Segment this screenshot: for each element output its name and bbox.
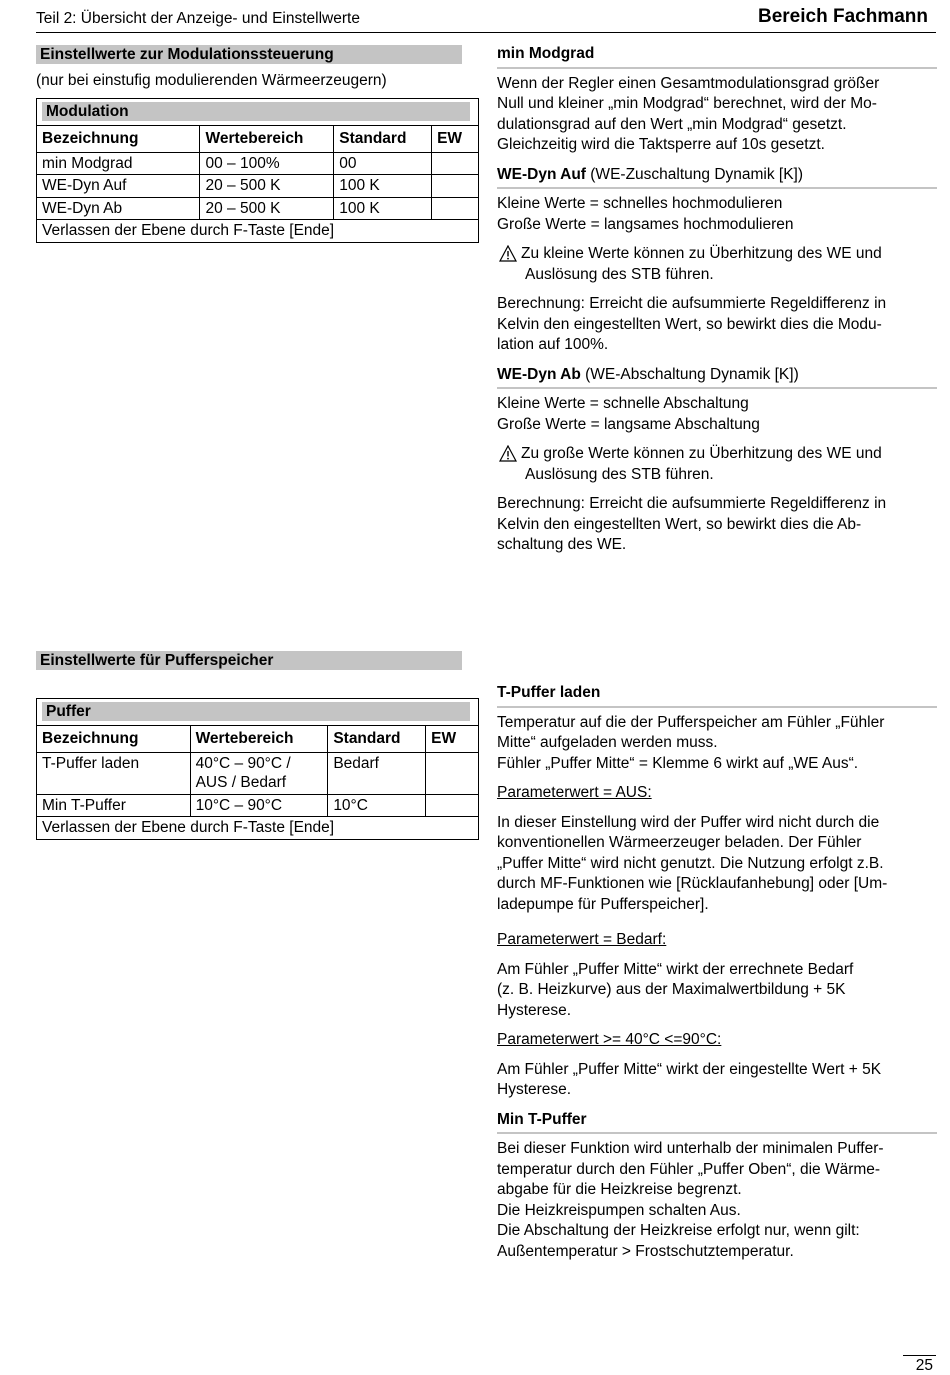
text-line: Null und kleiner „min Modgrad“ berechnet, wird der Mo- (497, 95, 877, 112)
text-line: „Puffer Mitte“ wird nicht genutzt. Die Nutzung erfolgt z.B. (497, 854, 884, 872)
modulation-table-caption: Modulation (42, 102, 470, 121)
column-header: Bezeichnung (37, 726, 191, 753)
param-range-text (497, 1060, 937, 1101)
we-dyn-ab-heading (497, 365, 937, 390)
cell-ew (432, 197, 479, 220)
cell-default: 10°C (328, 794, 426, 817)
we-dyn-ab-text (497, 394, 937, 435)
heading-bold: WE-Dyn Auf (497, 165, 586, 183)
page-header-section: Bereich Fachmann (758, 6, 928, 27)
text-line: In dieser Einstellung wird der Puffer wird nicht durch die (497, 813, 880, 831)
text-line: Temperatur auf die der Pufferspeicher am Fühler „Fühler (497, 713, 885, 731)
text-line: Auslösung des STB führen. (525, 465, 714, 483)
text-line: Zu kleine Werte können zu Überhitzung des WE und (521, 245, 882, 262)
modulation-subtitle: (nur bei einstufig modulierenden Wärmeerzeugern) (36, 72, 387, 89)
t-puffer-text (497, 713, 937, 775)
table-footer-note: Verlassen der Ebene durch F-Taste [Ende] (37, 220, 479, 243)
text-line: durch MF-Funktionen wie [Rücklaufanhebung] oder [Um- (497, 875, 888, 892)
text-line: temperatur durch den Fühler „Puffer Oben“, die Wärme- (497, 1160, 881, 1178)
text-line: Am Fühler „Puffer Mitte“ wirkt der eingestellte Wert + 5K (497, 1060, 882, 1078)
column-header: Bezeichnung (37, 126, 200, 153)
column-header: EW (432, 126, 479, 153)
text-line: Auslösung des STB führen. (525, 265, 714, 283)
text-line: Kelvin den eingestellten Wert, so bewirkt dies die Modu- (497, 315, 882, 333)
cell-name: WE-Dyn Auf (37, 175, 200, 198)
we-dyn-auf-calc (497, 294, 937, 356)
column-header: Wertebereich (190, 726, 328, 753)
warning-triangle-icon (499, 245, 517, 262)
param-range-label: Parameterwert >= 40°C <=90°C: (497, 1031, 722, 1048)
table-row (37, 152, 479, 175)
text-line: Kleine Werte = schnelle Abschaltung (497, 395, 749, 412)
modulation-section-title: Einstellwerte zur Modulationssteuerung (36, 45, 462, 64)
table-footer-row (37, 220, 479, 243)
heading-suffix: (WE-Zuschaltung Dynamik [K]) (585, 165, 804, 183)
table-footer-row (37, 817, 479, 840)
cell-range: 20 – 500 K (200, 197, 334, 220)
right-column-puffer (497, 683, 937, 1262)
cell-name: T-Puffer laden (37, 752, 191, 794)
footer-divider (903, 1355, 936, 1356)
text-line: Zu große Werte können zu Überhitzung des WE und (521, 445, 882, 462)
text-line: ladepumpe für Pufferspeicher]. (497, 895, 709, 913)
text-line: Große Werte = langsame Abschaltung (497, 415, 760, 433)
we-dyn-auf-warning (497, 244, 937, 285)
cell-range (190, 752, 328, 794)
cell-range-line: 40°C – 90°C / (195, 754, 291, 772)
page-header-chapter: Teil 2: Übersicht der Anzeige- und Einstellwerte (36, 10, 360, 27)
text-line: Die Heizkreispumpen schalten Aus. (497, 1201, 741, 1219)
column-header: EW (426, 726, 479, 753)
table-header-row (37, 726, 479, 753)
we-dyn-ab-calc (497, 494, 937, 556)
text-line: Bei dieser Funktion wird unterhalb der minimalen Puffer- (497, 1140, 884, 1157)
text-line: Mitte“ aufgeladen werden muss. (497, 734, 718, 751)
cell-ew (426, 794, 479, 817)
text-line: Am Fühler „Puffer Mitte“ wirkt der errechnete Bedarf (497, 960, 854, 978)
cell-default: 00 (334, 152, 432, 175)
text-line: Gleichzeitig wird die Taktsperre auf 10s gesetzt. (497, 136, 825, 153)
text-line: lation auf 100%. (497, 336, 609, 353)
cell-ew (432, 175, 479, 198)
heading-bold: WE-Dyn Ab (497, 365, 581, 383)
table-row (37, 794, 479, 817)
right-column-modulation (497, 44, 937, 556)
param-aus-label: Parameterwert = AUS: (497, 784, 652, 801)
text-line: Kleine Werte = schnelles hochmodulieren (497, 195, 783, 212)
text-line: Hysterese. (497, 1001, 572, 1019)
cell-ew (432, 152, 479, 175)
text-line: (z. B. Heizkurve) aus der Maximalwertbildung + 5K (497, 981, 846, 998)
min-modgrad-text (497, 74, 937, 156)
min-t-puffer-heading: Min T-Puffer (497, 1110, 937, 1135)
text-line: Außentemperatur > Frostschutztemperatur. (497, 1242, 794, 1260)
heading-suffix: (WE-Abschaltung Dynamik [K]) (580, 365, 799, 383)
puffer-section-title: Einstellwerte für Pufferspeicher (36, 651, 462, 670)
warning-triangle-icon (499, 445, 517, 462)
text-line: Kelvin den eingestellten Wert, so bewirkt dies die Ab- (497, 515, 862, 533)
column-header: Standard (328, 726, 426, 753)
text-line: Große Werte = langsames hochmodulieren (497, 215, 794, 233)
text-line: Berechnung: Erreicht die aufsummierte Regeldifferenz in (497, 495, 887, 512)
puffer-table-caption: Puffer (42, 702, 470, 721)
we-dyn-auf-heading (497, 165, 937, 190)
cell-name: min Modgrad (37, 152, 200, 175)
cell-name: Min T-Puffer (37, 794, 191, 817)
param-aus-text (497, 813, 937, 916)
text-line: konventionellen Wärmeerzeuger beladen. Der Fühler (497, 834, 862, 851)
text-line: Fühler „Puffer Mitte“ = Klemme 6 wirkt auf „WE Aus“. (497, 754, 859, 772)
text-line: Berechnung: Erreicht die aufsummierte Regeldifferenz in (497, 295, 887, 312)
cell-range: 20 – 500 K (200, 175, 334, 198)
cell-default: 100 K (334, 175, 432, 198)
header-divider (36, 32, 936, 33)
text-line: Hysterese. (497, 1081, 572, 1098)
table-header-row (37, 126, 479, 153)
cell-range: 10°C – 90°C (190, 794, 328, 817)
modulation-section (36, 45, 480, 243)
puffer-section (36, 651, 480, 840)
min-t-puffer-text (497, 1139, 937, 1262)
min-modgrad-heading: min Modgrad (497, 44, 937, 69)
text-line: Die Abschaltung der Heizkreise erfolgt nur, wenn gilt: (497, 1222, 860, 1239)
text-line: schaltung des WE. (497, 536, 627, 553)
cell-ew (426, 752, 479, 794)
puffer-table (36, 698, 479, 840)
param-bedarf-text (497, 960, 937, 1022)
cell-range-line: AUS / Bedarf (195, 774, 287, 791)
text-line: abgabe für die Heizkreise begrenzt. (497, 1181, 742, 1198)
modulation-table (36, 98, 479, 243)
we-dyn-ab-warning (497, 444, 937, 485)
cell-name: WE-Dyn Ab (37, 197, 200, 220)
cell-default: 100 K (334, 197, 432, 220)
t-puffer-heading: T-Puffer laden (497, 683, 937, 708)
page-number: 25 (915, 1357, 933, 1374)
text-line: dulationsgrad auf den Wert „min Modgrad“ gesetzt. (497, 115, 847, 133)
table-row (37, 197, 479, 220)
table-footer-note: Verlassen der Ebene durch F-Taste [Ende] (37, 817, 479, 840)
param-bedarf-label: Parameterwert = Bedarf: (497, 931, 667, 948)
column-header: Standard (334, 126, 432, 153)
table-row (37, 175, 479, 198)
cell-default: Bedarf (328, 752, 426, 794)
we-dyn-auf-text (497, 194, 937, 235)
table-row (37, 752, 479, 794)
column-header: Wertebereich (200, 126, 334, 153)
text-line: Wenn der Regler einen Gesamtmodulationsgrad größer (497, 74, 880, 92)
cell-range: 00 – 100% (200, 152, 334, 175)
